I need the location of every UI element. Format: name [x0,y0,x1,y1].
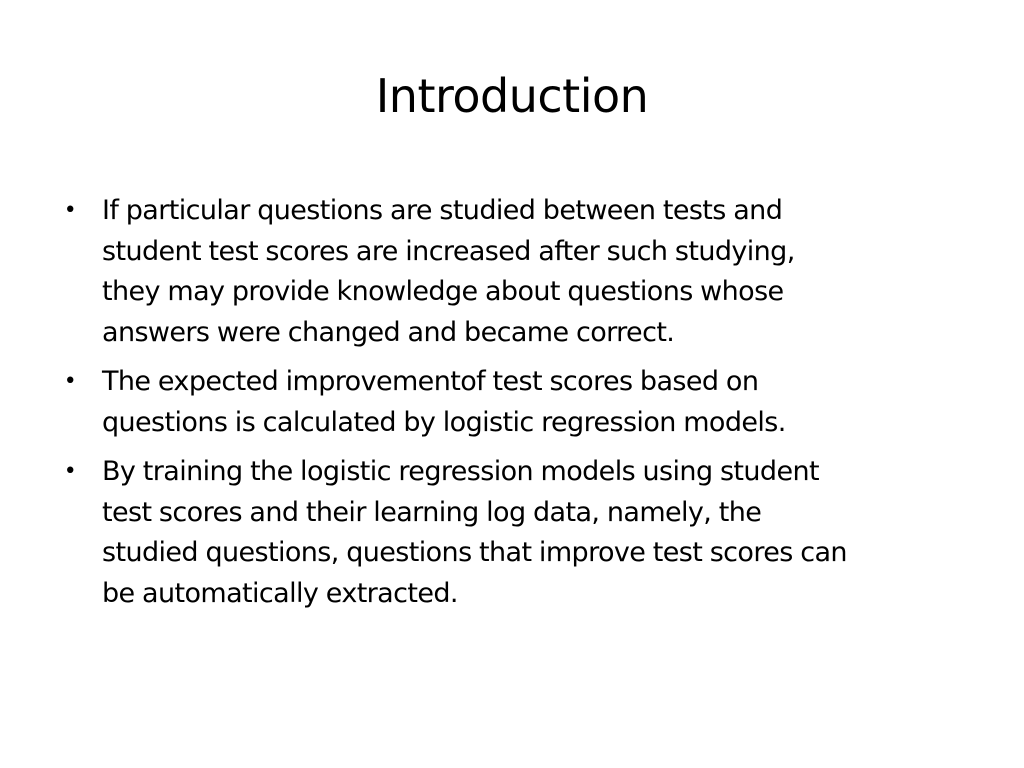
bullet-marker-icon: • [63,198,77,223]
bullet-text-line: By training the logistic regression models using student [102,456,819,487]
bullet-text-line: If particular questions are studied between tests and [102,195,783,226]
bullet-item [60,191,980,353]
bullet-item [60,452,980,614]
bullet-list [60,191,980,623]
bullet-text-line: studied questions, questions that improve test scores can [102,537,847,568]
bullet-text-line: questions is calculated by logistic regression models. [102,406,786,438]
bullet-text-line: The expected improvementof test scores based on [102,366,759,397]
bullet-text-line: test scores and their learning log data, namely, the [102,496,762,528]
bullet-text-line: student test scores are increased after such studying, [102,235,795,267]
bullet-text-line: answers were changed and became correct. [102,316,675,348]
bullet-text-line: be automatically extracted. [102,577,458,609]
bullet-text-line: they may provide knowledge about questions whose [102,276,784,307]
bullet-marker-icon: • [63,459,77,484]
bullet-item [60,362,980,443]
bullet-marker-icon: • [63,369,77,394]
slide-title: Introduction [375,69,649,123]
